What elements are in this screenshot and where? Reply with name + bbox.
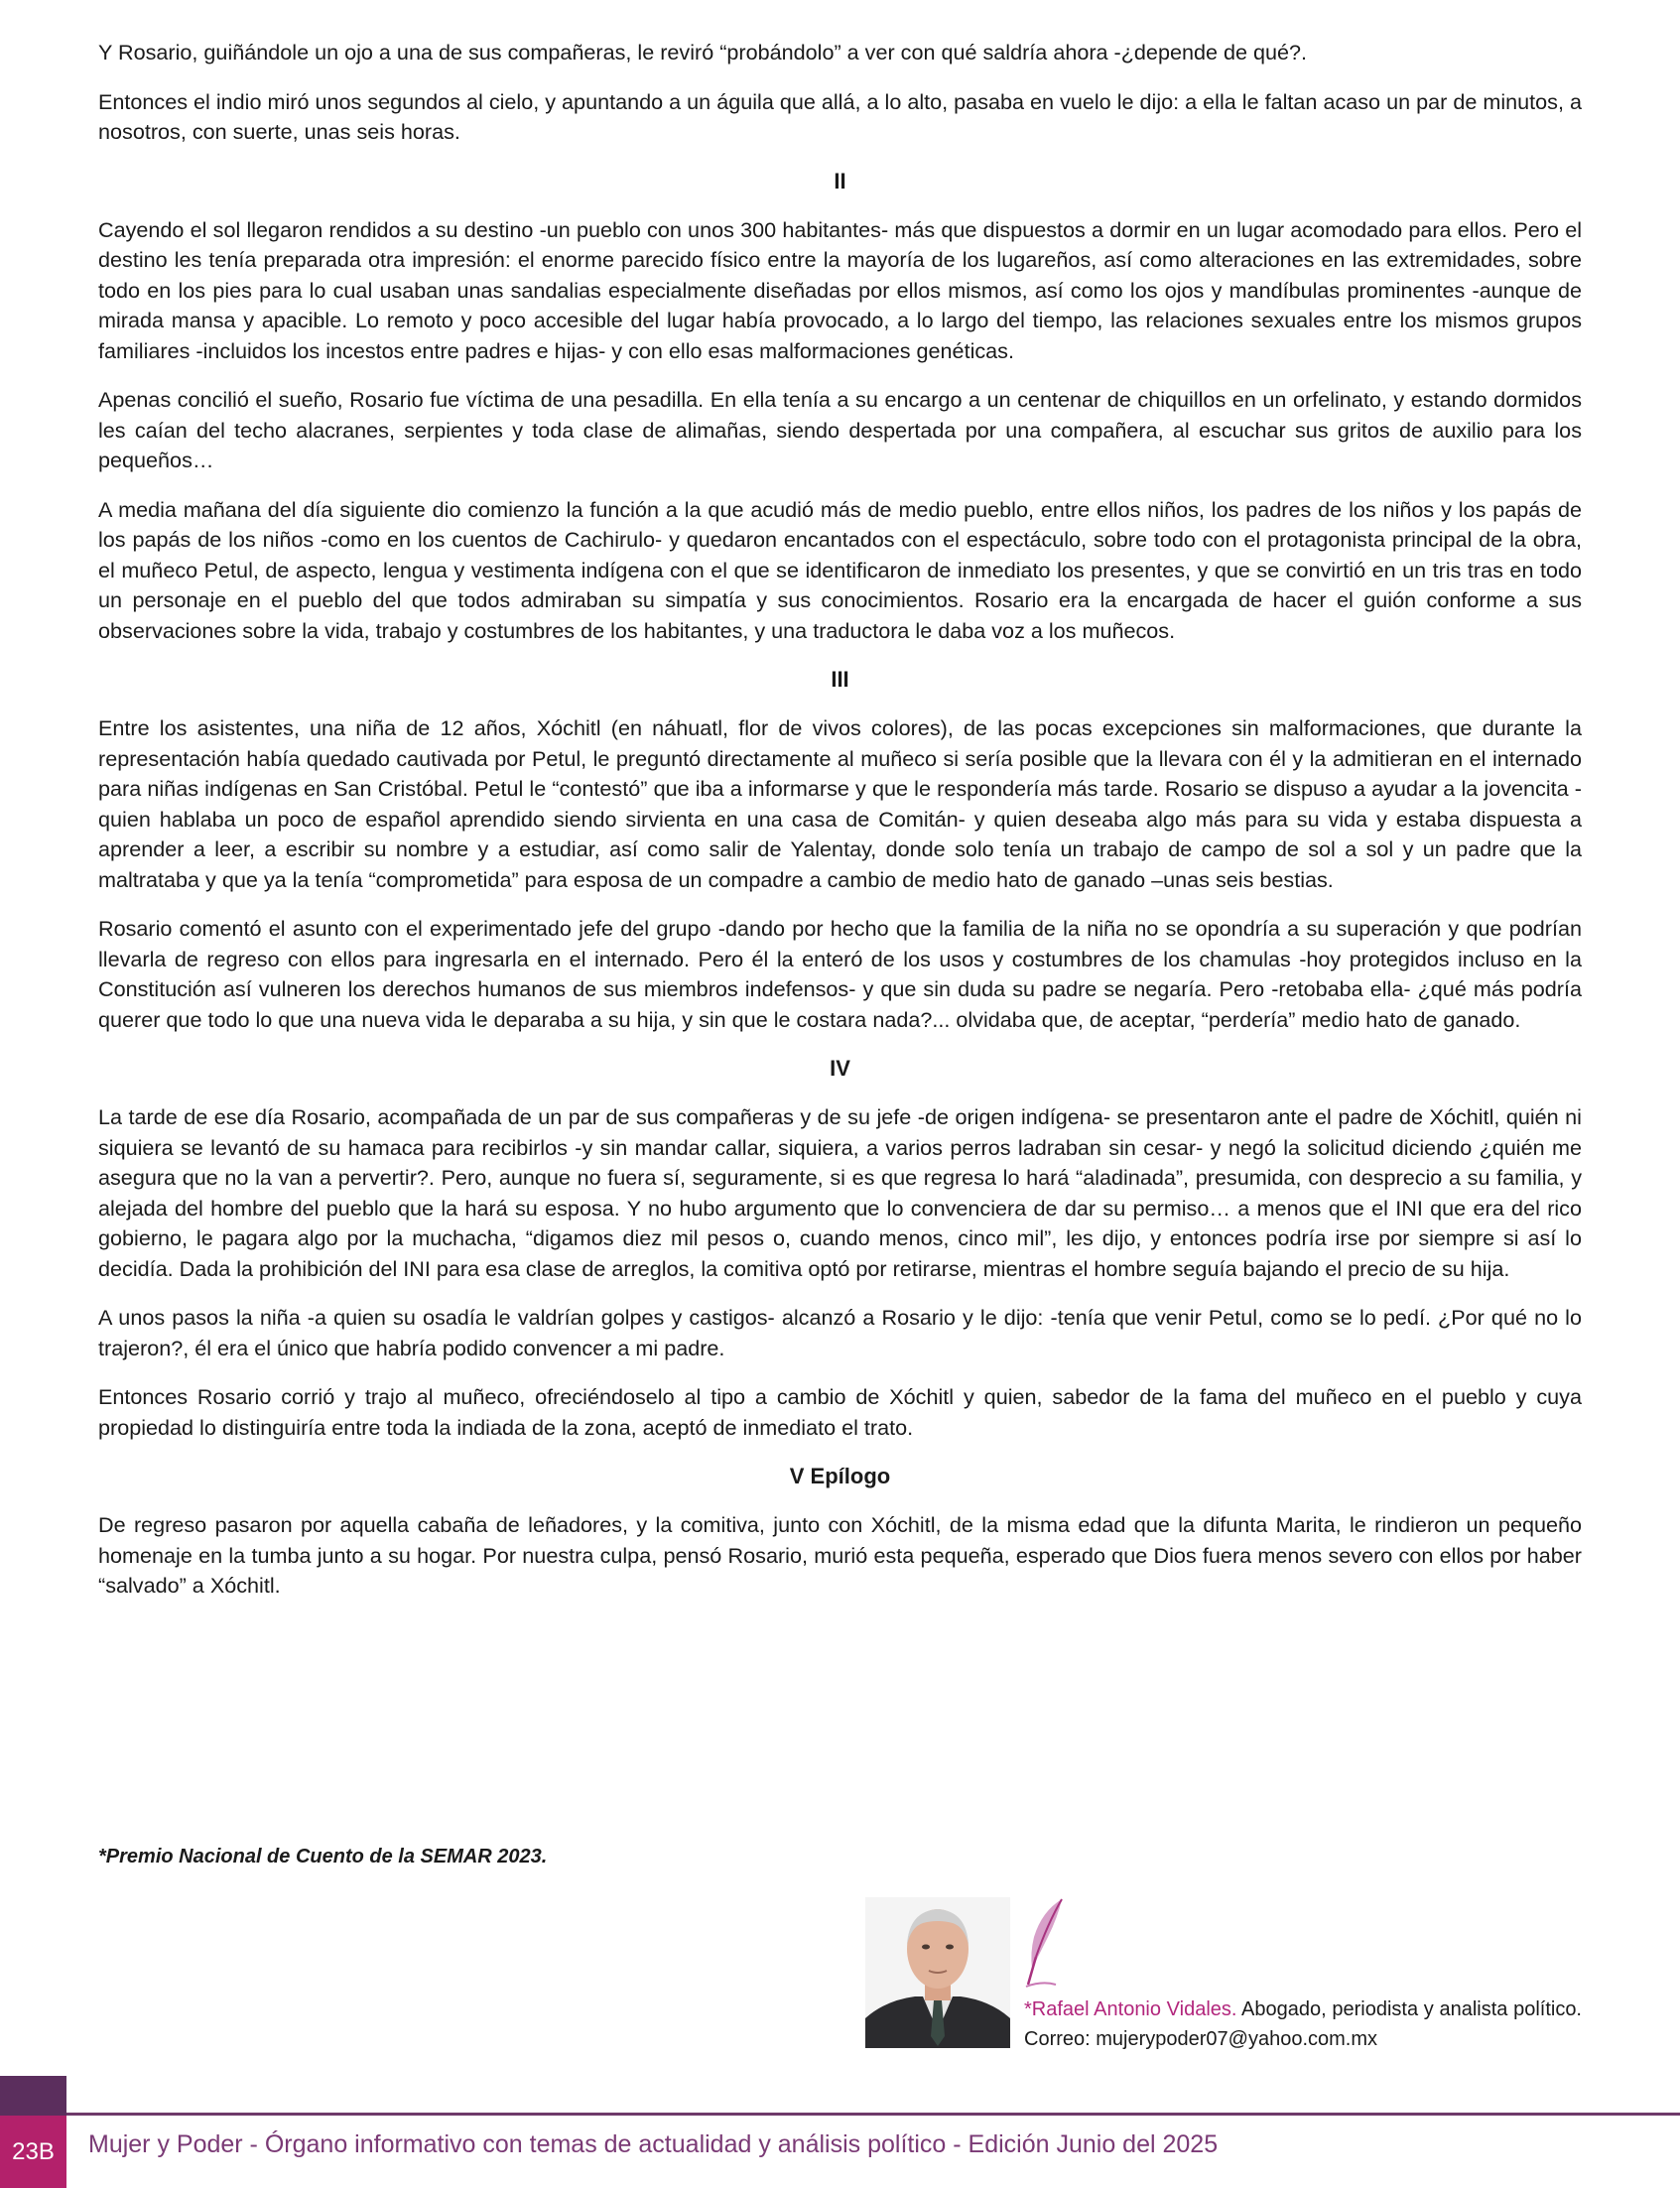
author-description: Abogado, periodista y analista político. Correo: mujerypoder07@yahoo.com.mx [1024, 1998, 1582, 2050]
page-tab-bottom [0, 2116, 66, 2188]
section-heading: V Epílogo [789, 1464, 891, 1488]
author-name: *Rafael Antonio Vidales. [1024, 1998, 1237, 2020]
paragraph: Entre los asistentes, una niña de 12 años, Xóchitl (en náhuatl, flor de vivos colores), de las pocas excepciones sin malformaciones, que durante la representación había quedado cautivada por Petul, le preguntó directamente al muñeco si sería posible que la llevara con él y la admitieran en el internado para niñas indígenas en San Cristóbal. Petul le “contestó” que iba a informarse y que le respondería más tarde. Rosario se dispuso a ayudar a la jovencita -quien hablaba un poco de español aprendido siendo sirvienta en una casa de Comitán- y quien deseaba algo más para su vida y estaba dispuesta a aprender a leer, a escribir su nombre y a estudiar, así como salir de Yalentay, donde solo tenía un trabajo de campo de sol a sol y un padre que la maltrataba y que ya la tenía “comprometida” para esposa de un compadre a cambio de medio hato de ganado –unas seis bestias. [98, 715, 1582, 892]
page-tab-top [0, 2076, 66, 2116]
award-note: *Premio Nacional de Cuento de la SEMAR 2023. [98, 1846, 548, 1867]
section-heading: II [834, 168, 846, 193]
paragraph: Cayendo el sol llegaron rendidos a su destino -un pueblo con unos 300 habitantes- más que dispuestos a dormir en un lugar acomodado para ellos. Pero el destino les tenía preparada otra impresión: el enorme parecido físico entre la mayoría de los lugareños, así como alteraciones en las extremidades, sobre todo en los pies para lo cual usaban unas sandalias especialmente diseñadas por ellos mismos, así como los ojos y mandíbulas prominentes -aunque de mirada mansa y apacible. Lo remoto y poco accesible del lugar había provocado, a lo largo del tiempo, las relaciones sexuales entre los mismos grupos familiares -incluidos los incestos entre padres e hijas- y con ello esas malformaciones genéticas. [98, 216, 1582, 363]
footer-divider [66, 2113, 1680, 2116]
section-heading: IV [830, 1056, 850, 1081]
page-number: 23B [12, 2137, 55, 2165]
section-heading: III [831, 667, 849, 692]
paragraph: Entonces el indio miró unos segundos al cielo, y apuntando a un águila que allá, a lo alto, pasaba en vuelo le dijo: a ella le faltan acaso un par de minutos, a nosotros, con suerte, unas seis horas. [98, 88, 1582, 144]
paragraph: Rosario comentó el asunto con el experimentado jefe del grupo -dando por hecho que la familia de la niña no se opondría a su superación y que podrían llevarla de regreso con ellos para ingresarla en el internado. Pero él la enteró de los usos y costumbres de los chamulas -hoy protegidos incluso en la Constitución así vulneren los derechos humanos de sus miembros indefensos- y que sin duda su padre se negaría. Pero -retobaba ella- ¿qué más podría querer que todo lo que una nueva vida le deparaba a su hija, y sin que le costara nada?... olvidaba que, de aceptar, “perdería” medio hato de ganado. [98, 916, 1582, 1032]
paragraph: Apenas concilió el sueño, Rosario fue víctima de una pesadilla. En ella tenía a su encargo a un centenar de chiquillos en un orfelinato, y estando dormidos les caían del techo alacranes, serpientes y toda clase de alimañas, siendo despertada por una compañera, al escuchar sus gritos de auxilio para los pequeños… [98, 387, 1582, 472]
author-box [865, 1897, 1582, 2056]
page-number-tab [0, 2076, 66, 2188]
paragraph: Entonces Rosario corrió y trajo al muñeco, ofreciéndoselo al tipo a cambio de Xóchitl y quien, sabedor de la fama del muñeco en el pueblo y cuya propiedad lo distinguiría entre toda la indiada de la zona, aceptó de inmediato el trato. [98, 1384, 1582, 1440]
author-bio [1024, 1995, 1582, 2054]
author-photo [865, 1897, 1010, 2048]
footer-publication-line: Mujer y Poder - Órgano informativo con temas de actualidad y análisis político - Edición Junio del 2025 [88, 2130, 1219, 2158]
paragraph: A unos pasos la niña -a quien su osadía le valdrían golpes y castigos- alcanzó a Rosario y le dijo: -tenía que venir Petul, como se lo pedí. ¿Por qué no lo trajeron?, él era el único que habría podido convencer a mi padre. [98, 1305, 1582, 1360]
paragraph: La tarde de ese día Rosario, acompañada de un par de sus compañeras y de su jefe -de origen indígena- se presentaron ante el padre de Xóchitl, quién ni siquiera se levantó de su hamaca para recibirlos -y sin mandar callar, siquiera, a varios perros ladraban sin cesar- y negó la solicitud diciendo ¿quién me asegura que no la van a pervertir?. Pero, aunque no fuera sí, seguramente, si es que regresa lo hará “aladinada”, presumida, con desprecio a su familia, y alejada del hombre del pueblo que la hará su esposa. Y no hubo argumento que lo convenciera de dar su permiso… a menos que el INI que era del rico gobierno, le pagara algo por la muchacha, “digamos diez mil pesos o, cuando menos, cinco mil”, les dijo, y entonces podría irse por siempre si así lo decidía. Dada la prohibición del INI para esa clase de arreglos, la comitiva optó por retirarse, mientras el hombre seguía bajando el precio de su hija. [98, 1104, 1582, 1281]
paragraph: Y Rosario, guiñándole un ojo a una de sus compañeras, le reviró “probándolo” a ver con qué saldría ahora -¿depende de qué?. [98, 40, 1308, 64]
paragraph: A media mañana del día siguiente dio comienzo la función a la que acudió más de medio pueblo, entre ellos niños, los padres de los niños y los papás de los papás de los niños -como en los cuentos de Cachirulo- y quedaron encantados con el espectáculo, sobre todo con el protagonista principal de la obra, el muñeco Petul, de aspecto, lengua y vestimenta indígena con el que se identificaron de inmediato los presentes, y que se convirtió en un tris tras en todo un personaje en el pueblo del que todos admiraban su simpatía y sus conocimientos. Rosario era la encargada de hacer el guión conforme a sus observaciones sobre la vida, trabajo y costumbres de los habitantes, y una traductora le daba voz a los muñecos. [98, 496, 1582, 643]
quill-icon [1022, 1897, 1068, 1989]
paragraph: De regreso pasaron por aquella cabaña de leñadores, y la comitiva, junto con Xóchitl, de la misma edad que la difunta Marita, le rindieron un pequeño homenaje en la tumba junto a su hogar. Por nuestra culpa, pensó Rosario, murió esta pequeña, esperado que Dios fuera menos severo con ellos por haber “salvado” a Xóchitl. [98, 1512, 1582, 1598]
article-body [98, 38, 1582, 1620]
